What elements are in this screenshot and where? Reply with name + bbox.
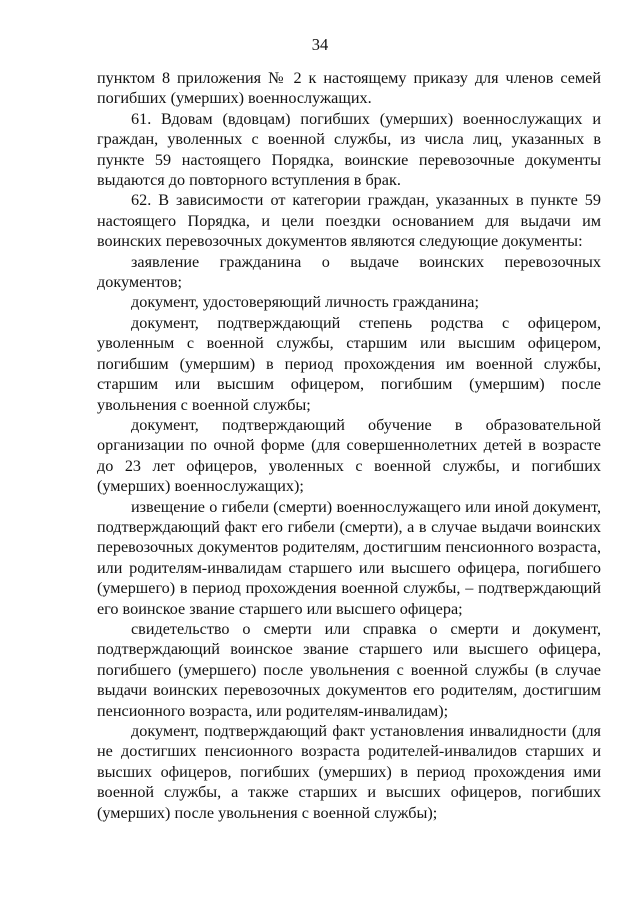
paragraph-62: 62. В зависимости от категории граждан, указанных в пункте 59 настоящего Порядка, и цели поездки основанием для выдачи им воинских перевозочных документов являются следующие документы:: [97, 191, 601, 251]
paragraph-continuation: пунктом 8 приложения № 2 к настоящему приказу для членов семей погибших (умерших) военнослужащих.: [97, 69, 601, 108]
list-item-identity-document: документ, удостоверяющий личность гражданина;: [131, 293, 479, 312]
list-item-application: заявление гражданина о выдаче воинских перевозочных документов;: [97, 252, 601, 292]
document-body: [97, 68, 601, 823]
list-item-education-document: документ, подтверждающий обучение в образовательной организации по очной форме (для совершеннолетних детей в возрасте до 23 лет офицеров, уволенных с военной службы, и погибших (умерших) военнослужащих);: [97, 415, 601, 496]
paragraph-61: 61. Вдовам (вдовцам) погибших (умерших) военнослужащих и граждан, уволенных с военной службы, из числа лиц, указанных в пункте 59 настоящего Порядка, воинские перевозочные документы выдаются до повторного вступления в брак.: [97, 109, 601, 190]
list-item-death-notice: извещение о гибели (смерти) военнослужащего или иной документ, подтверждающий факт его гибели (смерти), а в случае выдачи воинских перевозочных документов родителям, достигшим пенсионного возраста, или родителям-инвалидам старшего или высшего офицера, погибшего (умершего) в период прохождения военной службы, – подтверждающий его воинское звание старшего или высшего офицера;: [97, 497, 601, 618]
page-number: 34: [311, 35, 329, 54]
list-item-disability-document: документ, подтверждающий факт установления инвалидности (для не достигших пенсионного возраста родителей-инвалидов старших и высших офицеров, погибших (умерших) в период прохождения ими военной службы, а также старших и высших офицеров, погибших (умерших) после увольнения с военной службы);: [97, 722, 601, 822]
list-item-kinship-document: документ, подтверждающий степень родства с офицером, уволенным с военной службы, старшим или высшим офицером, погибшим (умершим) в период прохождения им военной службы, старшим или высшим офицером, погибшим (умершим) после увольнения с военной службы;: [97, 313, 601, 414]
list-item-death-certificate: свидетельство о смерти или справка о смерти и документ, подтверждающий воинское звание старшего или высшего офицера, погибшего (умершего) после увольнения с военной службы (в случае выдачи воинских перевозочных документов его родителям, достигшим пенсионного возраста, или родителям-инвалидам);: [97, 619, 601, 720]
